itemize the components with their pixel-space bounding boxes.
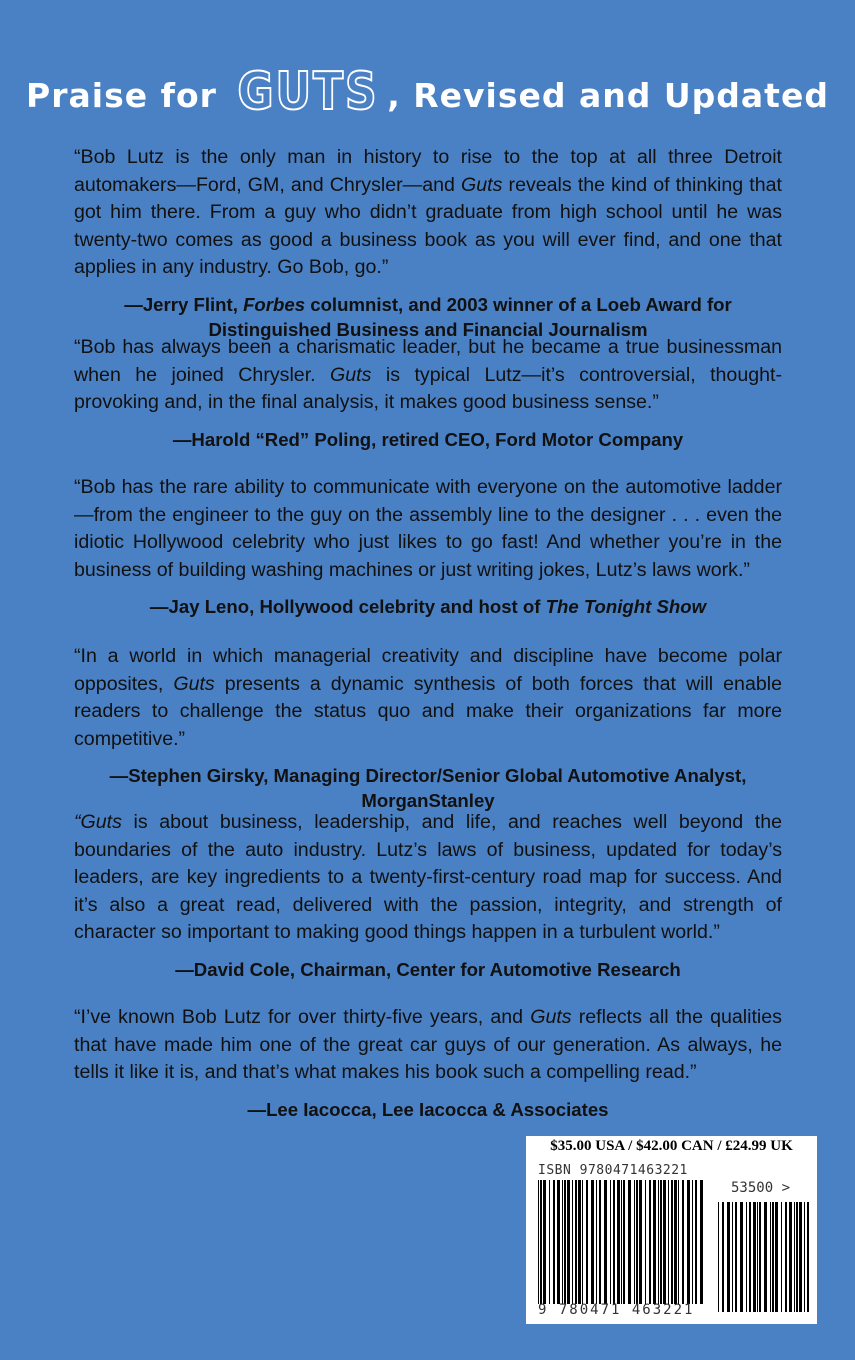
quote-david-cole <box>74 809 782 982</box>
barcode-addon-bar-17 <box>789 1202 792 1312</box>
barcode-main-bar-29 <box>653 1180 656 1304</box>
barcode-main-bar-37 <box>682 1180 684 1304</box>
quote-attribution: —Jay Leno, Hollywood celebrity and host of The Tonight Show <box>149 596 707 617</box>
barcode-main-bar-3 <box>549 1180 550 1304</box>
price-label: $35.00 USA / $42.00 CAN / £24.99 UK <box>550 1138 793 1154</box>
barcode-graphic <box>526 1136 817 1324</box>
heading-title-guts: GUTS <box>237 62 379 122</box>
barcode-addon-bar-1 <box>722 1202 724 1312</box>
barcode-main-bar-22 <box>623 1180 625 1304</box>
barcode-addon-bar-6 <box>746 1202 747 1312</box>
barcode-main-bar-9 <box>572 1180 573 1304</box>
barcode-addon-bar-7 <box>749 1202 751 1312</box>
barcode-main-bar-39 <box>692 1180 693 1304</box>
barcode-main-bar-11 <box>578 1180 581 1304</box>
barcode-main-bar-33 <box>668 1180 669 1304</box>
quote-jerry-flint <box>74 144 782 342</box>
price-addon-code: 53500 > <box>731 1180 791 1196</box>
barcode-main-bar-4 <box>553 1180 555 1304</box>
barcode-addon-bar-11 <box>764 1202 767 1312</box>
barcode-main-bar-1 <box>540 1180 542 1304</box>
barcode-addon-bar-0 <box>718 1202 719 1312</box>
barcode-main-bar-36 <box>678 1180 679 1304</box>
barcode-addon-bar-3 <box>732 1202 733 1312</box>
barcode-main-bar-2 <box>543 1180 546 1304</box>
quote-body: “Bob has always been a charismatic leader, but he became a true businessman when he joined Chrysler. Guts is typical Lutz—it’s controversial, thought-provoking and, in the final analysis, it makes good business sense.” <box>74 336 782 413</box>
quote-lee-iacocca <box>74 1004 782 1122</box>
quote-attribution: —David Cole, Chairman, Center for Automotive Research <box>175 958 681 980</box>
barcode-main-bar-10 <box>575 1180 577 1304</box>
barcode-main-bar-19 <box>613 1180 615 1304</box>
barcode-addon-bar-15 <box>781 1202 782 1312</box>
barcode-addon-bar-2 <box>727 1202 730 1312</box>
quote-body: “Guts is about business, leadership, and life, and reaches well beyond the boundaries of the auto industry. Lutz’s laws of business, updated for today’s leaders, are key ingredients to a twenty-first-century road map for success. And it’s also a great read, delivered with the passion, integrity, and strength of character so important to making good things happen in a turbulent world.” <box>74 811 782 943</box>
quote-body: “In a world in which managerial creativity and discipline have become polar opposites, Guts presents a dynamic synthesis of both forces that will enable readers to challenge the status quo and make their organizations far more competitive.” <box>74 645 782 750</box>
barcode-main-bar-23 <box>628 1180 631 1304</box>
barcode-main-bar-24 <box>634 1180 635 1304</box>
barcode-main-bar-0 <box>538 1180 539 1304</box>
barcode-main-bar-20 <box>617 1180 620 1304</box>
barcode-addon-bar-12 <box>770 1202 771 1312</box>
barcode-main-bar-13 <box>586 1180 588 1304</box>
barcode-addon-bar-14 <box>775 1202 778 1312</box>
barcode-addon-bar-9 <box>757 1202 758 1312</box>
isbn-digits: 9 780471 463221 <box>538 1302 695 1318</box>
heading-prefix: Praise for <box>26 76 230 115</box>
isbn-label: ISBN 9780471463221 <box>538 1163 688 1178</box>
barcode-main-bar-17 <box>604 1180 607 1304</box>
barcode-main-bar-5 <box>557 1180 560 1304</box>
barcode-main-bar-7 <box>564 1180 566 1304</box>
barcode-addon-bar-18 <box>794 1202 795 1312</box>
barcode-panel <box>526 1136 817 1324</box>
quote-stephen-girsky <box>74 643 782 813</box>
barcode-addon-bar-22 <box>807 1202 809 1312</box>
barcode-main-bar-25 <box>636 1180 638 1304</box>
quote-attribution: —Stephen Girsky, Managing Director/Senior Global Automotive Analyst, MorganStanley <box>109 765 747 811</box>
quote-attribution: —Jerry Flint, Forbes columnist, and 2003 winner of a Loeb Award for Distinguished Business and Financial Journalism <box>124 293 732 340</box>
barcode-main-bar-21 <box>621 1180 622 1304</box>
page-heading <box>0 62 855 122</box>
barcode-main-bar-41 <box>700 1180 703 1304</box>
quote-body: “I’ve known Bob Lutz for over thirty-five years, and Guts reflects all the qualities that have made him one of the great car guys of our generation. As always, he tells it like it is, and that’s what makes his book such a compelling read.” <box>74 1006 782 1083</box>
heading-suffix: , Revised and Updated <box>387 76 829 115</box>
barcode-main-bar-35 <box>674 1180 677 1304</box>
barcode-main-bar-27 <box>645 1180 646 1304</box>
barcode-main-bar-16 <box>599 1180 601 1304</box>
barcode-main-bar-32 <box>663 1180 666 1304</box>
barcode-main-bar-40 <box>695 1180 697 1304</box>
barcode-main-bar-14 <box>591 1180 594 1304</box>
barcode-main-bar-31 <box>660 1180 662 1304</box>
barcode-addon-bar-19 <box>796 1202 798 1312</box>
barcode-main-bar-28 <box>649 1180 651 1304</box>
barcode-main-bar-26 <box>639 1180 642 1304</box>
barcode-main-bar-8 <box>567 1180 570 1304</box>
quote-jay-leno <box>74 474 782 619</box>
barcode-main-bar-34 <box>671 1180 673 1304</box>
quote-attribution: —Lee Iacocca, Lee Iacocca & Associates <box>247 1098 609 1120</box>
barcode-main-bar-18 <box>610 1180 611 1304</box>
barcode-main-bar-30 <box>658 1180 659 1304</box>
barcode-addon-bar-16 <box>785 1202 787 1312</box>
barcode-addon-bar-5 <box>740 1202 743 1312</box>
barcode-addon-bar-4 <box>735 1202 737 1312</box>
quote-body: “Bob Lutz is the only man in history to rise to the top at all three Detroit automakers—Ford, GM, and Chrysler—and Guts reveals the kind of thinking that got him there. From a guy who didn’t graduate from high school until he was twenty-two comes as good a business book as you will ever find, and one that applies in any industry. Go Bob, go.” <box>74 146 782 278</box>
barcode-addon-bar-10 <box>759 1202 761 1312</box>
barcode-addon-bar-8 <box>753 1202 756 1312</box>
barcode-main-bar-15 <box>596 1180 597 1304</box>
quote-harold-poling <box>74 334 782 452</box>
barcode-addon-bar-20 <box>799 1202 802 1312</box>
barcode-main-bar-38 <box>687 1180 690 1304</box>
quote-attribution: —Harold “Red” Poling, retired CEO, Ford Motor Company <box>172 428 684 450</box>
barcode-main-bar-12 <box>582 1180 583 1304</box>
barcode-addon-bar-21 <box>804 1202 805 1312</box>
quote-body: “Bob has the rare ability to communicate with everyone on the automotive ladder—from the engineer to the guy on the assembly line to the designer . . . even the idiotic Hollywood celebrity who just likes to go fast! And whether you’re in the business of building washing machines or just writing jokes, Lutz’s laws work.” <box>74 476 782 581</box>
barcode-addon-bar-13 <box>772 1202 774 1312</box>
barcode-main-bar-6 <box>562 1180 563 1304</box>
